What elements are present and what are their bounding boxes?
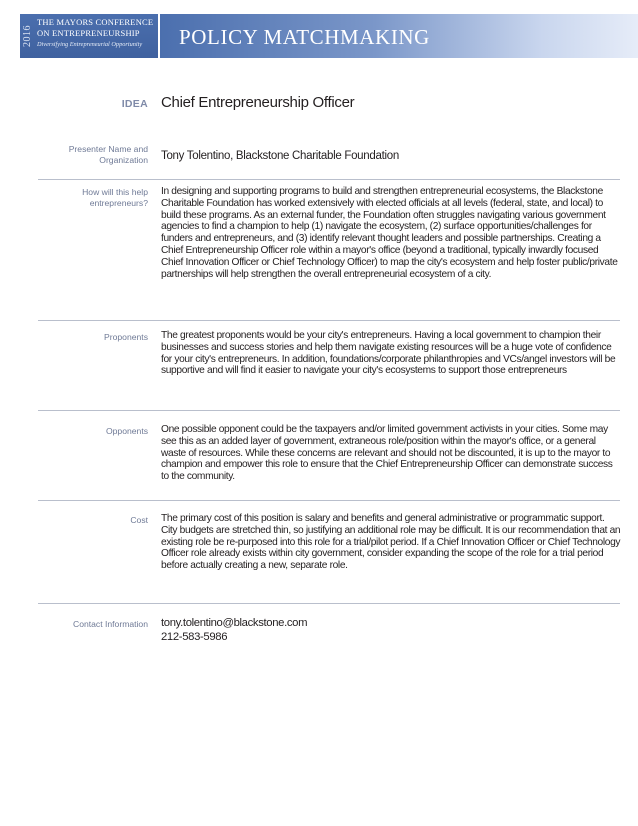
contact-label: Contact Information <box>73 619 148 629</box>
page-title: POLICY MATCHMAKING <box>179 25 430 49</box>
help-text: In designing and supporting programs to build and strengthen entrepreneurial ecosystems, the Blackstone Charitable Foundation has worked extensively with elected officials at all levels (federal, state, and local) to build these programs. As an external funder, the Foundation often struggles navigating various government agencies to find a champion to help (1) navigate the ecosystem, (2) surface opportunities/challenges for funders and entrepreneurs, and (3) identify relevant thought leaders and possible partnerships. Creating a Chief Entrepreneurship Officer role within a mayor's office (beyond a traditional, typically inwardly focused Chief Innovation Officer or Chief Technology Officer) to map the city's ecosystem and help foster public/private partnerships will help strengthen the overall entrepreneurial ecosystem of a city. <box>161 186 618 280</box>
title-banner <box>160 14 638 58</box>
divider <box>38 410 620 411</box>
help-label: How will this help entrepreneurs? <box>82 187 148 208</box>
logo-year: 2016 <box>22 25 33 47</box>
proponents-text: The greatest proponents would be your city's entrepreneurs. Having a local government to champion their businesses and success stories and help them navigate existing resources will be a huge vote of confidence for your city's entrepreneurs. In addition, foundations/corporate philanthropies and VCs/angel investors will be supportive and will find it easier to navigate your city's ecosystems to support those entrepreneurs <box>161 330 616 377</box>
contact-phone: 212-583-5986 <box>161 630 228 643</box>
divider <box>38 320 620 321</box>
logo-tagline: Diversifying Entrepreneurial Opportunity <box>37 41 143 48</box>
logo-line-1: THE MAYORS CONFERENCE <box>37 17 154 27</box>
logo-line-2: ON ENTREPRENEURSHIP <box>37 28 140 38</box>
proponents-label: Proponents <box>104 332 148 342</box>
contact-info <box>161 617 621 644</box>
idea-label: IDEA <box>121 98 148 110</box>
divider <box>38 603 620 604</box>
opponents-text: One possible opponent could be the taxpayers and/or limited government activists in your cities. Some may see this as an added layer of government, extraneous role/position within the mayor's office, or a general waste of resources. While these concerns are relevant and should not be discounted, it is up to the mayor to champion and empower this role to ensure that the Chief Entrepreneurship Officer can demonstrate success to the community. <box>161 424 613 483</box>
cost-label: Cost <box>130 515 148 525</box>
divider <box>38 179 620 180</box>
cost-text: The primary cost of this position is salary and benefits and general administrative or programmatic support. City budgets are stretched thin, so justifying an additional role may be difficult. It is our recommendation that an existing role be re-purposed into this role for a trial/pilot period. If a Chief Innovation Officer or Chief Technology Officer role already exists within city government, consider expanding the scope of the role for a trial period before actually creating a new, separate role. <box>161 513 621 572</box>
contact-email: tony.tolentino@blackstone.com <box>161 617 308 629</box>
presenter-label: Presenter Name and Organization <box>68 144 148 165</box>
divider <box>38 500 620 501</box>
presenter-value: Tony Tolentino, Blackstone Charitable Foundation <box>161 150 399 162</box>
opponents-label: Opponents <box>105 426 148 436</box>
conference-logo <box>20 14 158 58</box>
page-header <box>0 0 638 58</box>
idea-title: Chief Entrepreneurship Officer <box>161 94 355 111</box>
